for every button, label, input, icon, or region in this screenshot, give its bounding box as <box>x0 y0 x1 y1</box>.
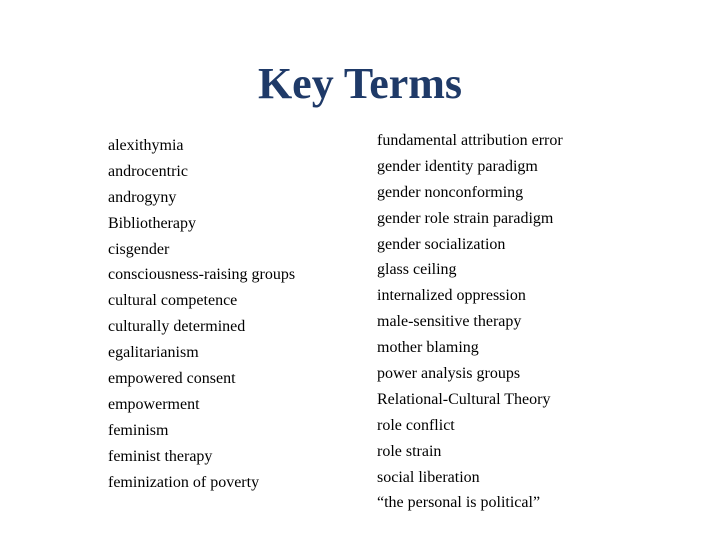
term-item: androcentric <box>108 162 188 180</box>
term-item: gender identity paradigm <box>377 157 538 175</box>
term-item: Bibliotherapy <box>108 214 196 232</box>
term-item: alexithymia <box>108 137 184 154</box>
term-item: androgyny <box>108 188 177 206</box>
term-item: power analysis groups <box>377 365 521 383</box>
term-item: role conflict <box>377 416 455 434</box>
term-item: Relational-Cultural Theory <box>377 390 551 408</box>
term-item: internalized oppression <box>377 287 526 305</box>
term-item: gender nonconforming <box>377 183 524 201</box>
term-item: feminization of poverty <box>108 473 260 491</box>
term-item: cultural competence <box>108 292 238 310</box>
key-terms-right-column <box>377 128 563 516</box>
term-item: culturally determined <box>108 318 246 336</box>
term-item: “the personal is political” <box>377 494 541 512</box>
term-item: fundamental attribution error <box>377 132 563 149</box>
slide-title: Key Terms <box>257 59 463 108</box>
term-item: cisgender <box>108 240 170 258</box>
key-terms-left-column <box>108 133 295 495</box>
term-item: feminism <box>108 421 169 439</box>
term-item: empowered consent <box>108 370 236 388</box>
term-item: glass ceiling <box>377 261 457 279</box>
term-item: feminist therapy <box>108 447 213 465</box>
term-item: gender role strain paradigm <box>377 209 554 227</box>
term-item: male-sensitive therapy <box>377 313 522 331</box>
term-item: consciousness-raising groups <box>108 266 296 284</box>
term-item: egalitarianism <box>108 344 199 362</box>
term-item: gender socialization <box>377 235 506 253</box>
term-item: role strain <box>377 442 442 460</box>
term-item: empowerment <box>108 395 200 413</box>
term-item: mother blaming <box>377 339 479 357</box>
term-item: social liberation <box>377 468 480 486</box>
